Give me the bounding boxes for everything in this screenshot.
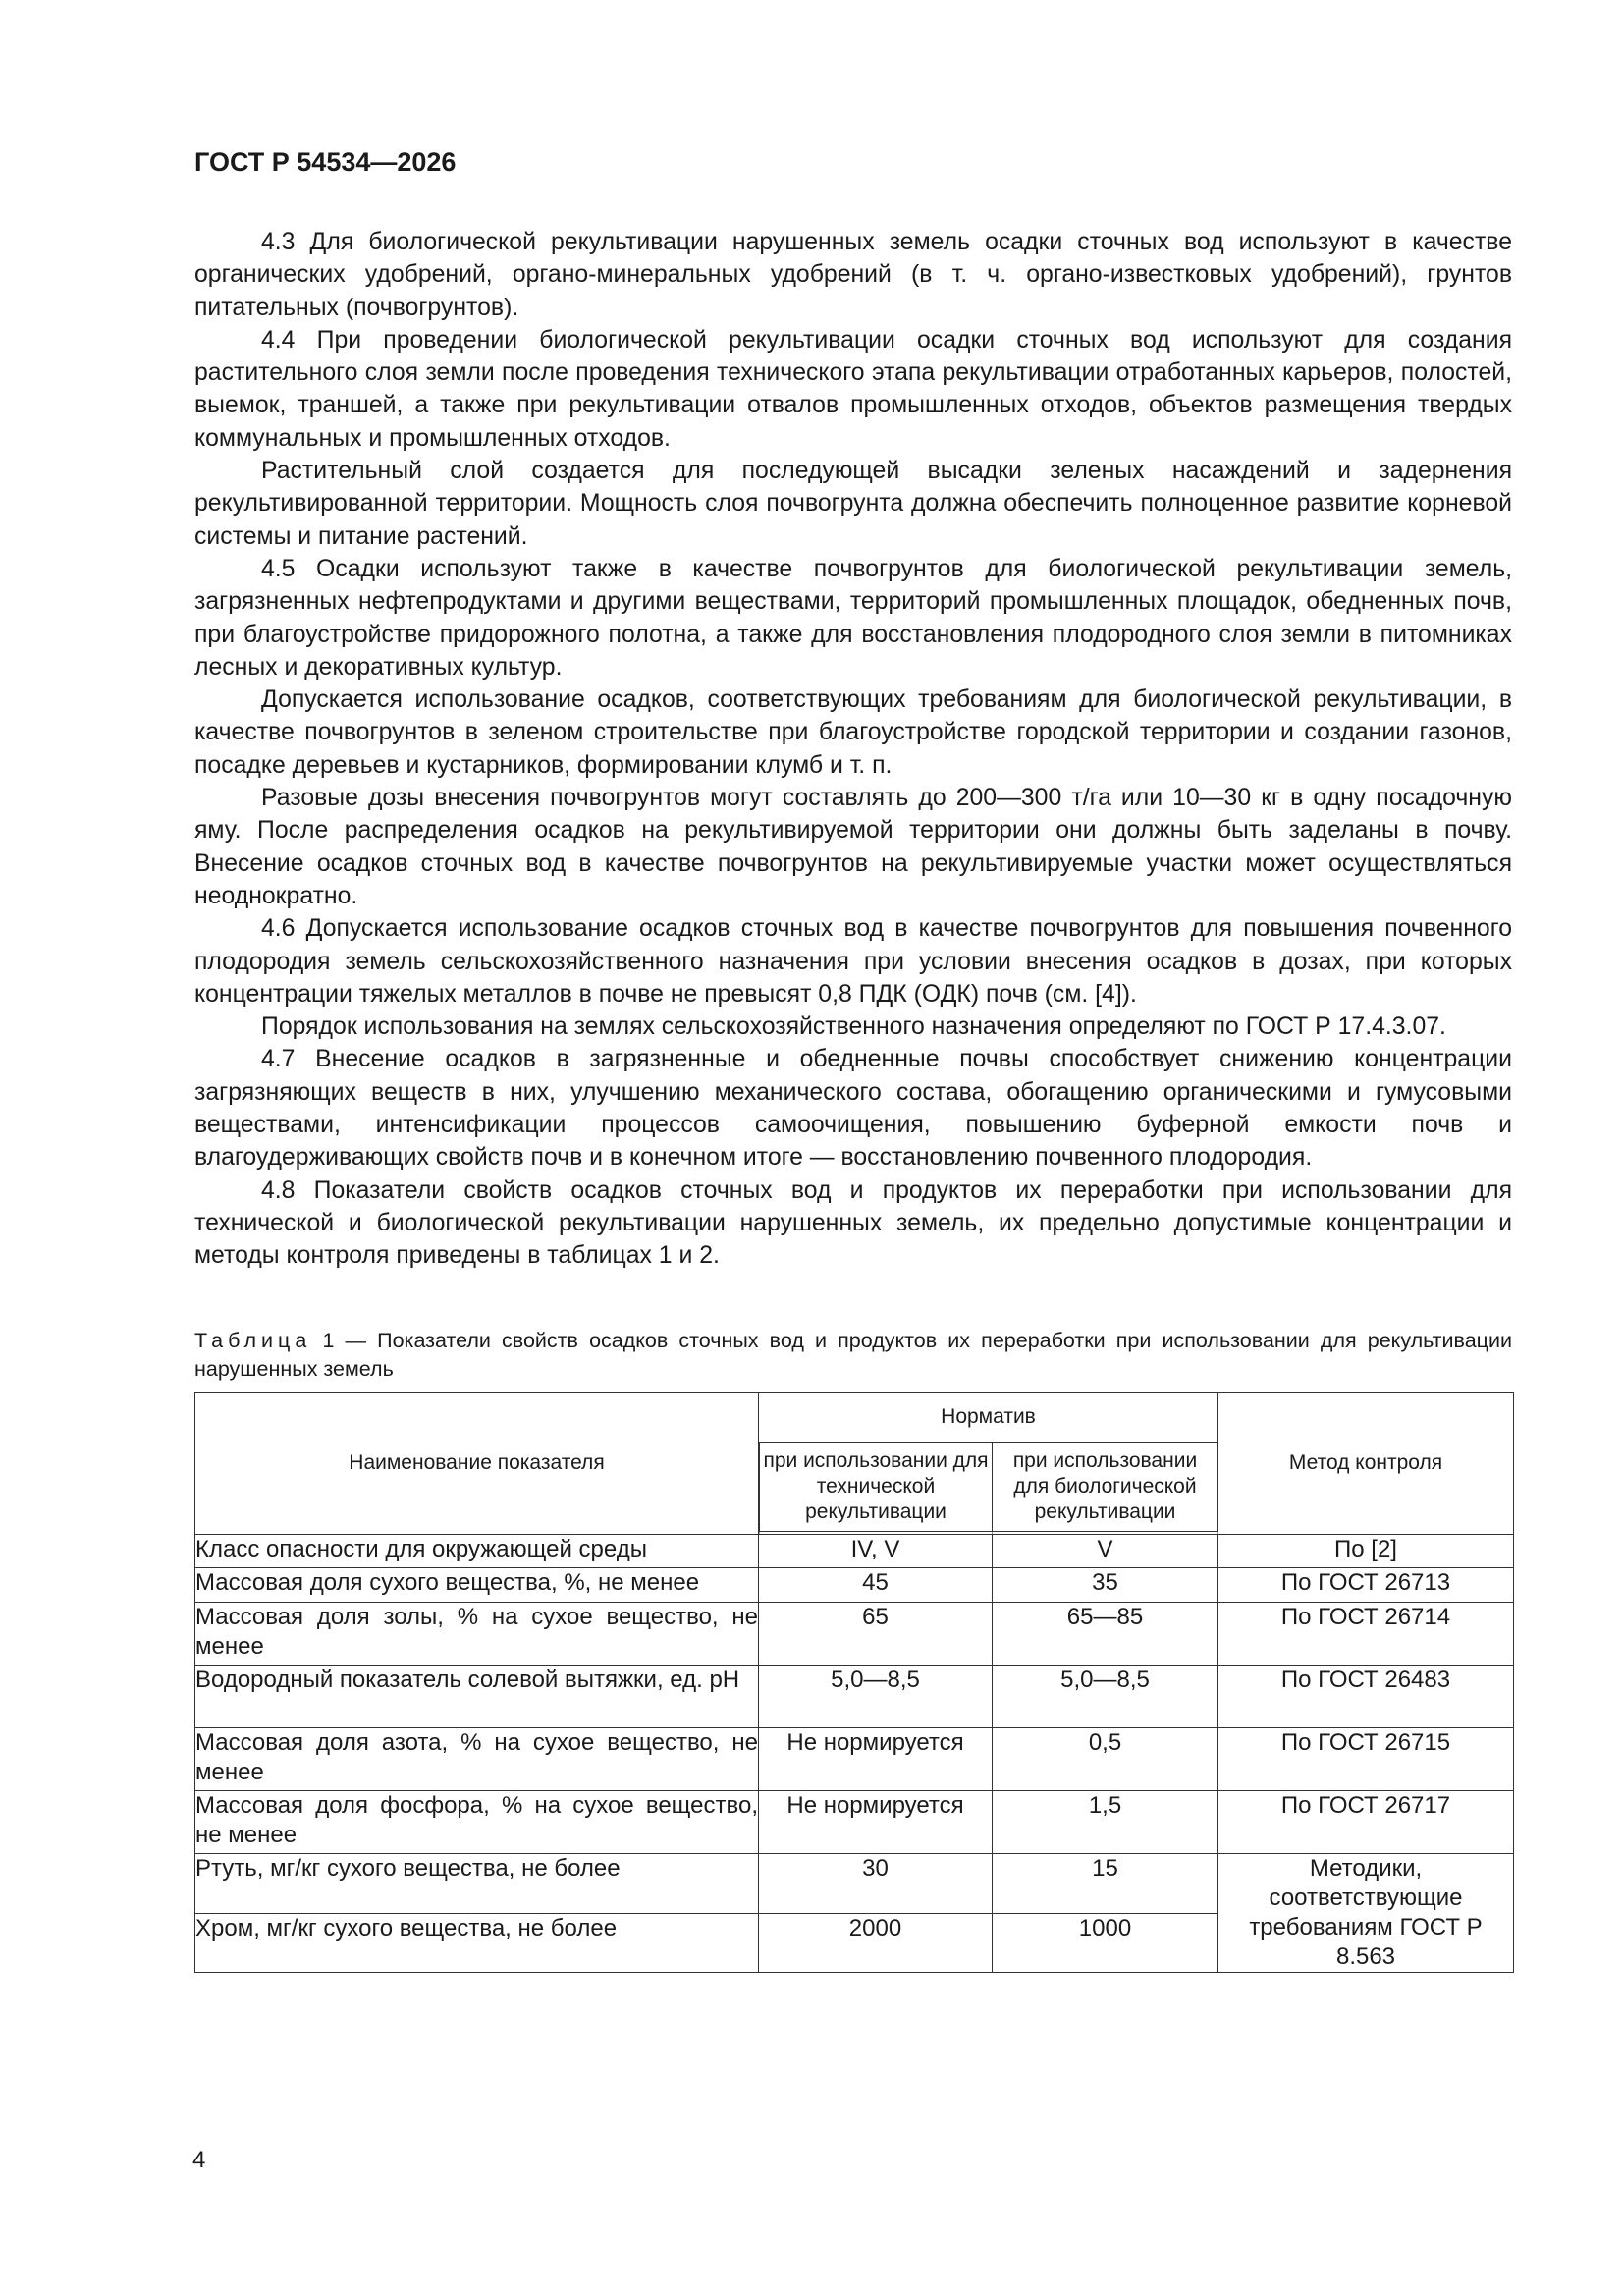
table-row [194,1791,1514,1854]
cell-technical: Не нормируется [759,1728,993,1791]
cell-method: По ГОСТ 26714 [1218,1603,1514,1666]
cell-technical: 30 [759,1854,993,1914]
cell-name: Массовая доля фосфора, % на сухое вещество, не менее [194,1791,759,1854]
paragraph-doses: Разовые дозы внесения почвогрунтов могут составлять до 200—300 т/га или 10—30 кг в одну посадочную яму. После распределения осадков на рекультивируемой территории они должны быть заделаны в почву. Внесение осадков сточных вод в качестве почвогрунтов на рекультивируемые участки может осуществляться неоднократно. [194,785,1512,909]
paragraph-4-5: 4.5 Осадки используют также в качестве почвогрунтов для биологической рекультивации земель, загрязненных нефтепродуктами и другими веществами, территорий промышленных площадок, обедненных почв, при благоустройстве придорожного полотна, а также для восстановления плодородного слоя земли в питомниках лесных и декоративных культур. [194,555,1512,681]
cell-technical: 65 [759,1603,993,1666]
cell-name: Хром, мг/кг сухого вещества, не более [194,1914,759,1974]
table-row [194,1568,1514,1603]
paragraph-4-3: 4.3 Для биологической рекультивации нарушенных земель осадки сточных вод используют в качестве органических удобрений, органо-минеральных удобрений (в т. ч. органо-известковых удобрений), грунтов питательных (почвогрунтов). [194,229,1512,321]
page-header: ГОСТ Р 54534—2026 [194,147,457,177]
body-text [194,226,1512,1273]
cell-method: По [2] [1218,1535,1514,1568]
paragraph-plant-layer: Растительный слой создается для последующей высадки зеленых насаждений и задернения рекультивированной территории. Мощность слоя почвогрунта должна обеспечить полноценное развитие корневой системы и питание растений. [194,458,1512,550]
cell-biological: 5,0—8,5 [993,1666,1218,1728]
table-row [194,1854,1514,1914]
cell-name: Ртуть, мг/кг сухого вещества, не более [194,1854,759,1914]
cell-name: Водородный показатель солевой вытяжки, ед. pH [194,1666,759,1728]
header-biological: при использовании для биологической рекультивации [993,1443,1218,1535]
paragraph-green-construction: Допускается использование осадков, соответствующих требованиям для биологической рекультивации, в качестве почвогрунтов в зеленом строительстве при благоустройстве городской территории и создании газонов, посадке деревьев и кустарников, формировании клумб и т. п. [194,686,1512,779]
cell-biological: 65—85 [993,1603,1218,1666]
cell-technical: IV, V [759,1535,993,1568]
table-row [194,1535,1514,1568]
table-row [194,1603,1514,1666]
header-indicator: Наименование показателя [194,1392,759,1535]
paragraph-4-7: 4.7 Внесение осадков в загрязненные и обедненные почвы способствует снижению концентрации загрязняющих веществ в них, улучшению механического состава, обогащению органическими и гумусовыми веществами, интенсификации процессов самоочищения, повышению буферной емкости почв и влагоудерживающих свойств почв и в конечном итоге — восстановлению почвенного плодородия. [194,1046,1512,1172]
cell-technical: 45 [759,1568,993,1603]
table-row [194,1666,1514,1728]
header-norm: Норматив [759,1392,1218,1443]
cell-biological: 0,5 [993,1728,1218,1791]
indicators-table [194,1392,1514,1973]
cell-method: По ГОСТ 26717 [1218,1791,1514,1854]
paragraph-4-6: 4.6 Допускается использование осадков сточных вод в качестве почвогрунтов для повышения почвенного плодородия земель сельскохозяйственного назначения при условии внесения осадков в дозах, при которых концентрации тяжелых металлов в почве не превысят 0,8 ПДК (ОДК) почв (см. [4]). [194,915,1512,1008]
paragraph-4-8: 4.8 Показатели свойств осадков сточных вод и продуктов их переработки при использовании для технической и биологической рекультивации нарушенных земель, их предельно допустимые концентрации и методы контроля приведены в таблицах 1 и 2. [194,1176,1512,1270]
cell-biological: 1000 [993,1914,1218,1974]
cell-technical: 2000 [759,1914,993,1974]
cell-name: Массовая доля золы, % на сухое вещество, не менее [194,1603,759,1666]
table-body [194,1535,1514,1973]
header-technical: при использовании для технической рекультивации [759,1443,993,1535]
table-caption-text: 1 — Показатели свойств осадков сточных вод и продуктов их переработки при использовании для рекультивации нарушенных земель [194,1329,1512,1381]
header-method: Метод контроля [1218,1392,1514,1535]
cell-method: По ГОСТ 26483 [1218,1666,1514,1728]
paragraph-4-4: 4.4 При проведении биологической рекультивации осадки сточных вод используют для создания растительного слоя земли после проведения технического этапа рекультивации отработанных карьеров, полостей, выемок, траншей, а также при рекультивации отвалов промышленных отходов, объектов размещения твердых коммунальных и промышленных отходов. [194,326,1512,452]
cell-name: Массовая доля сухого вещества, %, не менее [194,1568,759,1603]
cell-method-shared: Методики, соответствующие требованиям ГОСТ Р 8.563 [1218,1854,1514,1973]
cell-technical: 5,0—8,5 [759,1666,993,1728]
cell-name: Класс опасности для окружающей среды [194,1535,759,1568]
cell-method: По ГОСТ 26713 [1218,1568,1514,1603]
table-1 [194,1392,1514,1973]
table-caption-label: Таблица [194,1329,312,1352]
cell-biological: 1,5 [993,1791,1218,1854]
cell-biological: V [993,1535,1218,1568]
table-caption [194,1327,1512,1384]
paragraph-agricultural-order: Порядок использования на землях сельскохозяйственного назначения определяют по ГОСТ Р 17.4.3.07. [261,1013,1446,1041]
cell-technical: Не нормируется [759,1791,993,1854]
cell-biological: 35 [993,1568,1218,1603]
cell-name: Массовая доля азота, % на сухое вещество, не менее [194,1728,759,1791]
table-header [194,1392,1514,1535]
cell-method: По ГОСТ 26715 [1218,1728,1514,1791]
cell-biological: 15 [993,1854,1218,1914]
page-number: 4 [192,2147,206,2173]
table-row [194,1728,1514,1791]
